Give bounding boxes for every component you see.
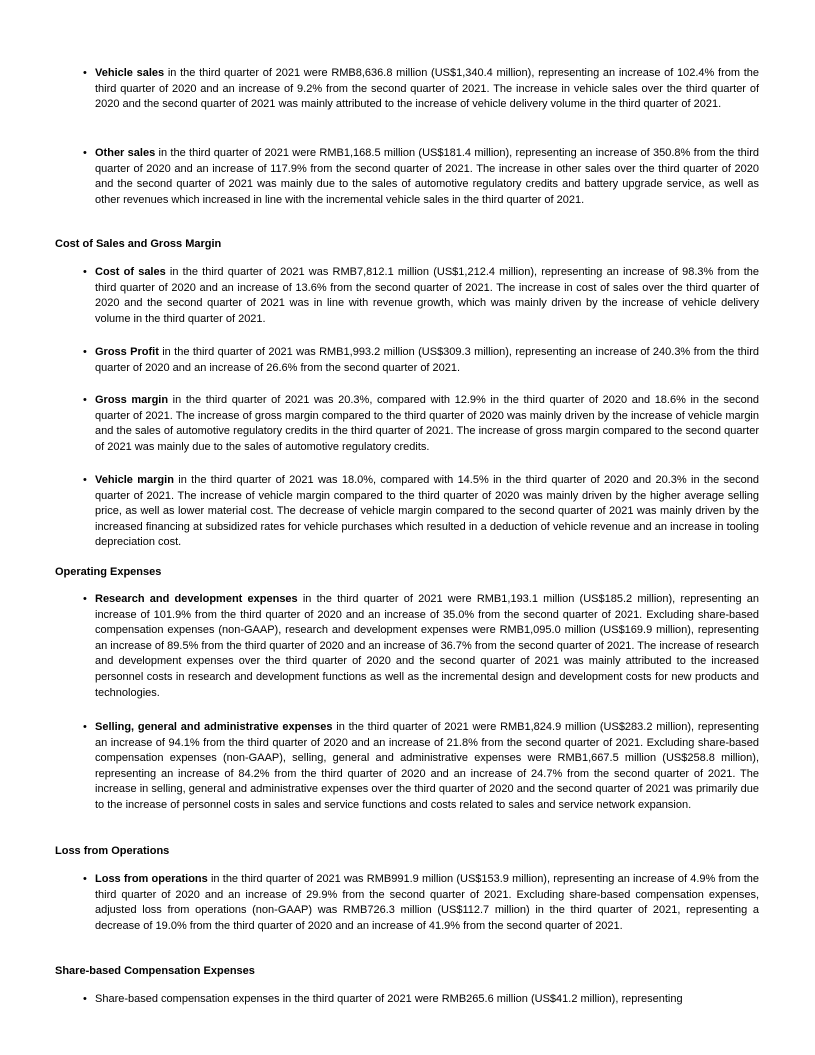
bullet-lead: Vehicle sales	[95, 67, 165, 79]
section-heading-loss-from-operations: Loss from Operations	[55, 845, 170, 857]
bullet-share-based-compensation	[83, 992, 759, 1008]
bullet-dot: •	[83, 346, 87, 358]
bullet-vehicle-margin	[83, 473, 759, 551]
bullet-lead: Gross Profit	[95, 346, 159, 358]
bullet-text: in the third quarter of 2021 was RMB991.9 million (US$153.9 million), representing an increase of 4.9% from the third quarter of 2020 and an increase of 29.9% from the second quarter of 2021. Excluding share-based compensation expenses, adjusted loss from operations (non-GAAP) was RMB726.3 million (US$112.7 million) in the third quarter of 2021, representing a decrease of 19.0% from the third quarter of 2020 and an increase of 41.9% from the second quarter of 2021.	[95, 873, 759, 932]
bullet-text: in the third quarter of 2021 were RMB1,193.1 million (US$185.2 million), representing an increase of 101.9% from the third quarter of 2020 and an increase of 35.0% from the second quarter of 2021. Excluding share-based compensation expenses (non-GAAP), research and development expenses were RMB1,095.0 million (US$169.9 million), representing an increase of 89.5% from the third quarter of 2020 and an increase of 36.7% from the second quarter of 2021. The increase of research and development expenses over the third quarter of 2020 and the second quarter of 2021 was mainly attributed to the increased personnel costs in research and development functions as well as the incremental design and development costs for new products and technologies.	[95, 593, 759, 699]
bullet-gross-profit	[83, 345, 759, 376]
bullet-dot: •	[83, 474, 87, 486]
bullet-lead: Selling, general and administrative expenses	[95, 721, 333, 733]
bullet-lead: Research and development expenses	[95, 593, 298, 605]
bullet-dot: •	[83, 593, 87, 605]
bullet-dot: •	[83, 147, 87, 159]
bullet-lead: Vehicle margin	[95, 474, 174, 486]
bullet-dot: •	[83, 394, 87, 406]
bullet-text: in the third quarter of 2021 was 20.3%, compared with 12.9% in the third quarter of 2020 and 18.6% in the second quarter of 2021. The increase of gross margin compared to the third quarter of 2020 was mainly driven by the increase of vehicle margin and the sales of automotive regulatory credits in the third quarter of 2021. The increase of gross margin compared to the second quarter of 2021 was mainly due to the sales of automotive regulatory credits.	[95, 394, 759, 453]
bullet-text: in the third quarter of 2021 were RMB1,168.5 million (US$181.4 million), representing an increase of 350.8% from the third quarter of 2020 and an increase of 117.9% from the second quarter of 2021. The increase in other sales over the third quarter of 2020 and the second quarter of 2021 was mainly due to the sales of automotive regulatory credits and battery upgrade service, as well as other revenues which increased in line with the incremental vehicle sales in the third quarter of 2021.	[95, 147, 760, 206]
bullet-loss-from-operations	[83, 872, 759, 934]
section-heading-share-based-compensation: Share-based Compensation Expenses	[55, 965, 255, 977]
bullet-lead: Gross margin	[95, 394, 169, 406]
bullet-text: Share-based compensation expenses in the third quarter of 2021 were RMB265.6 million (US$41.2 million), representing	[95, 993, 683, 1005]
bullet-text: in the third quarter of 2021 was RMB7,812.1 million (US$1,212.4 million), representing an increase of 98.3% from the third quarter of 2020 and an increase of 13.6% from the second quarter of 2021. The increase in cost of sales over the third quarter of 2020 and the second quarter of 2021 was in line with revenue growth, which was mainly driven by the increase of vehicle delivery volume in the third quarter of 2021.	[95, 266, 759, 325]
bullet-text: in the third quarter of 2021 was RMB1,993.2 million (US$309.3 million), representing an increase of 240.3% from the third quarter of 2020 and an increase of 26.6% from the second quarter of 2021.	[95, 346, 759, 374]
bullet-text: in the third quarter of 2021 were RMB1,824.9 million (US$283.2 million), representing an increase of 94.1% from the third quarter of 2020 and an increase of 21.8% from the second quarter of 2021. Excluding share-based compensation expenses (non-GAAP), selling, general and administrative expenses were RMB1,667.5 million (US$258.8 million), representing an increase of 84.2% from the third quarter of 2020 and an increase of 24.7% from the second quarter of 2021. The increase in selling, general and administrative expenses over the third quarter of 2020 and the second quarter of 2021 was primarily due to the increase of personnel costs in sales and service functions and costs related to sales and service network expansion.	[95, 721, 759, 811]
bullet-other-sales	[83, 146, 760, 208]
bullet-lead: Cost of sales	[95, 266, 166, 278]
bullet-rd-expenses	[83, 592, 759, 701]
bullet-vehicle-sales	[83, 66, 759, 113]
bullet-dot: •	[83, 721, 87, 733]
bullet-cost-of-sales	[83, 265, 759, 327]
bullet-dot: •	[83, 873, 87, 885]
bullet-gross-margin	[83, 393, 759, 455]
bullet-dot: •	[83, 67, 87, 79]
bullet-text: in the third quarter of 2021 was 18.0%, compared with 14.5% in the third quarter of 2020 and 20.3% in the second quarter of 2021. The increase of vehicle margin compared to the third quarter of 2020 was mainly driven by the higher average selling price, as well as lower material cost. The decrease of vehicle margin compared to the second quarter of 2021 was mainly driven by the increased financing at subsidized rates for vehicle purchases which resulted in a deduction of vehicle revenue and an increase in tooling depreciation cost.	[95, 474, 759, 549]
bullet-dot: •	[83, 993, 87, 1005]
bullet-lead: Loss from operations	[95, 873, 208, 885]
bullet-dot: •	[83, 266, 87, 278]
bullet-text: in the third quarter of 2021 were RMB8,636.8 million (US$1,340.4 million), representing an increase of 102.4% from the third quarter of 2020 and an increase of 9.2% from the second quarter of 2021. The increase in vehicle sales over the third quarter of 2020 and the second quarter of 2021 was mainly attributed to the increase of vehicle delivery volume in the third quarter of 2021.	[95, 67, 759, 111]
section-heading-cost-of-sales: Cost of Sales and Gross Margin	[55, 238, 222, 250]
bullet-lead: Other sales	[95, 147, 156, 159]
section-heading-operating-expenses: Operating Expenses	[55, 566, 162, 578]
bullet-sga-expenses	[83, 720, 759, 814]
